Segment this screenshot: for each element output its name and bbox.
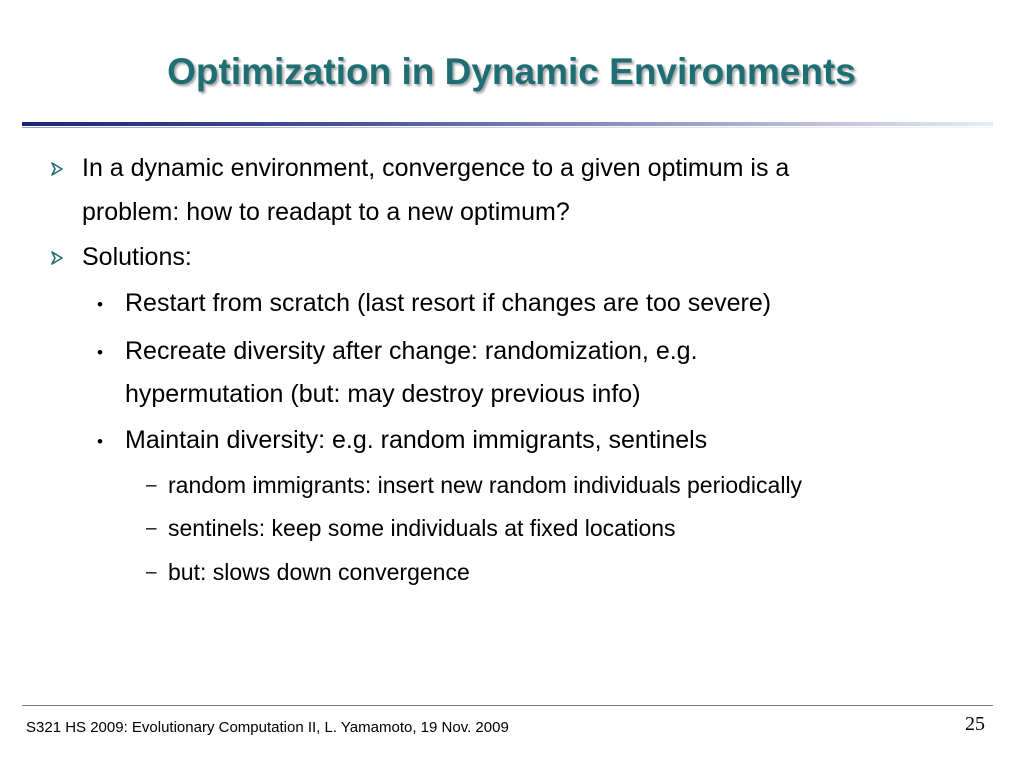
bullet-text: In a dynamic environment, convergence to a given optimum is a (82, 154, 790, 182)
sub-sub-bullet-text: random immigrants: insert new random individuals periodically (168, 472, 803, 498)
dash-bullet: – (146, 518, 157, 539)
sub-bullet-text: Maintain diversity: e.g. random immigrants, sentinels (125, 426, 708, 454)
bullet-text: Solutions: (82, 243, 192, 271)
footer-divider (22, 705, 993, 706)
dash-bullet: – (146, 475, 157, 496)
sub-bullet-text: Restart from scratch (last resort if changes are too severe) (125, 289, 772, 317)
dash-bullet: – (146, 562, 157, 583)
arrow-bullet-icon (51, 162, 63, 176)
sub-sub-bullet-text: sentinels: keep some individuals at fixed locations (168, 515, 676, 541)
dot-bullet: • (97, 432, 103, 451)
bullet-text: problem: how to readapt to a new optimum? (82, 198, 570, 226)
sub-sub-bullet-text: but: slows down convergence (168, 559, 470, 585)
sub-bullet-text: Recreate diversity after change: randomization, e.g. (125, 337, 698, 365)
dot-bullet: • (97, 343, 103, 362)
dot-bullet: • (97, 295, 103, 314)
footer-citation: S321 HS 2009: Evolutionary Computation II, L. Yamamoto, 19 Nov. 2009 (26, 719, 509, 736)
arrow-bullet-icon (51, 251, 63, 265)
sub-bullet-text: hypermutation (but: may destroy previous info) (125, 380, 641, 408)
page-number: 25 (965, 713, 985, 735)
slide-title: Optimization in Dynamic Environments (167, 51, 856, 92)
